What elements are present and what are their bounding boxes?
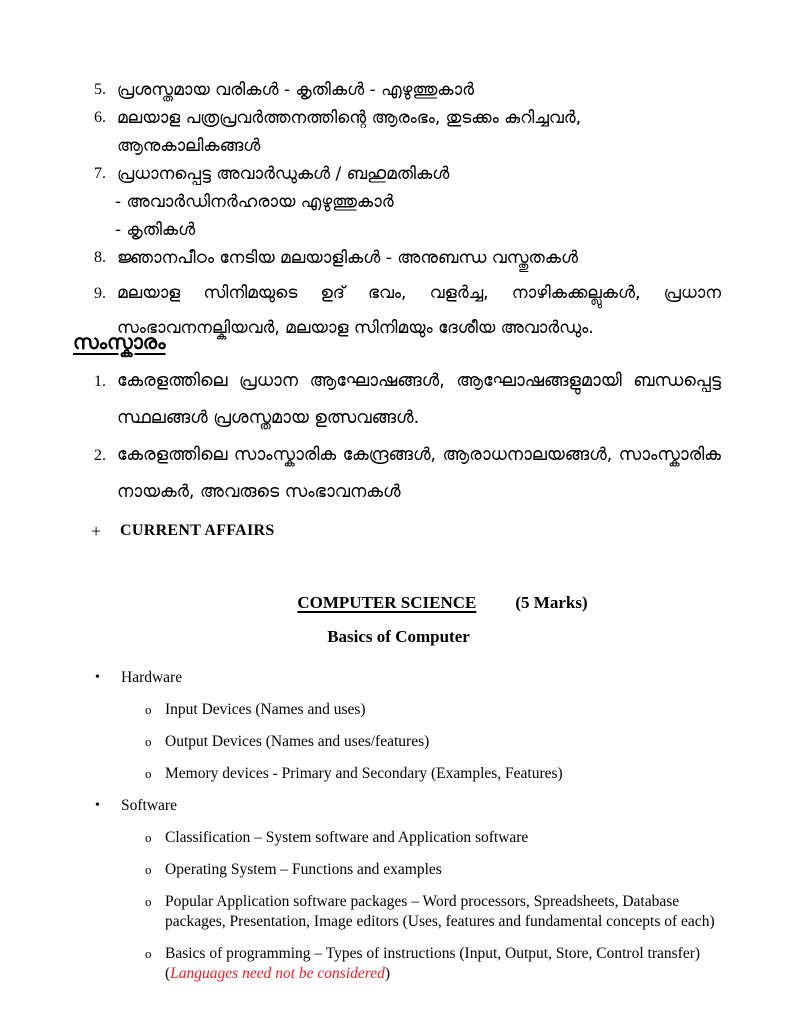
sub-list-item bbox=[145, 732, 721, 752]
item-text: മലയാള പത്രപ്രവർത്തനത്തിന്റെ ആരംഭം, തുടക്കം കുറിച്ചവർ, ആനുകാലികങ്ങൾ bbox=[117, 108, 582, 156]
circle-bullet-icon: o bbox=[145, 946, 152, 961]
item-number: 2. bbox=[94, 447, 106, 464]
list-item-5 bbox=[94, 76, 721, 104]
item-text: പ്രശസ്തമായ വരികൾ - കൃതികൾ - എഴുത്തുകാർ bbox=[117, 80, 474, 100]
marks-label: (5 Marks) bbox=[515, 593, 588, 612]
circle-bullet-icon: o bbox=[145, 734, 152, 749]
sub-list-item bbox=[145, 700, 721, 720]
circle-bullet-icon: o bbox=[145, 766, 152, 781]
list-item-1 bbox=[94, 363, 721, 437]
bullet-label: Software bbox=[121, 797, 177, 814]
bullet-label: Hardware bbox=[121, 669, 183, 686]
circle-bullet-icon: o bbox=[145, 702, 152, 717]
current-affairs-label: CURRENT AFFAIRS bbox=[120, 522, 275, 539]
plus-marker: + bbox=[91, 521, 102, 541]
sub-item-text: Memory devices - Primary and Secondary (Examples, Features) bbox=[165, 765, 563, 782]
bullet-icon: • bbox=[95, 798, 100, 813]
item-number: 1. bbox=[94, 373, 106, 390]
item-text: മലയാള സിനിമയുടെ ഉദ് ഭവം, വളർച്ച, നാഴികക്കല്ലുകൾ, പ്രധാന സംഭാവനനല്കിയവർ, മലയാള സിനിമയും ദേശീയ അവാർഡും. bbox=[117, 283, 721, 338]
item-number: 9. bbox=[94, 285, 106, 302]
list-item-6 bbox=[94, 104, 721, 160]
circle-bullet-icon: o bbox=[145, 830, 152, 845]
dash-sub-item: - കൃതികൾ bbox=[115, 220, 196, 240]
computer-science-title: COMPUTER SCIENCE bbox=[297, 593, 477, 612]
item-number: 7. bbox=[94, 165, 106, 182]
item-number: 5. bbox=[94, 81, 106, 98]
note-paren-open: ( bbox=[165, 965, 171, 982]
languages-note-red-text: Languages need not be considered bbox=[170, 965, 385, 982]
current-affairs-row bbox=[91, 518, 721, 544]
list-item-7 bbox=[94, 160, 721, 188]
hardware-bullet-item bbox=[94, 668, 721, 688]
item-number: 6. bbox=[94, 109, 106, 126]
sub-list-item bbox=[145, 944, 721, 984]
sub-item-text bbox=[165, 944, 721, 984]
basics-programming-text: Basics of programming – Types of instructions (Input, Output, Store, Control transfer) bbox=[165, 945, 701, 962]
sub-item-text: Output Devices (Names and uses/features) bbox=[165, 733, 430, 750]
item-text: കേരളത്തിലെ പ്രധാന ആഘോഷങ്ങൾ, ആഘോഷങ്ങളുമായി ബന്ധപ്പെട്ട സ്ഥലങ്ങൾ പ്രശസ്തമായ ഉത്സവങ്ങൾ. bbox=[117, 371, 721, 428]
malayalam-topic-list bbox=[94, 76, 721, 346]
sub-item-text: Popular Application software packages – Word processors, Spreadsheets, Database packages, Presentation, Image editors (Uses, features and fundamental concepts of each) bbox=[165, 893, 715, 930]
list-item-2 bbox=[94, 437, 721, 511]
item-text: ജ്ഞാനപീഠം നേടിയ മലയാളികൾ - അനുബന്ധ വസ്തുതകൾ bbox=[117, 248, 579, 268]
item-text: പ്രധാനപ്പെട്ട അവാർഡുകൾ / ബഹുമതികൾ bbox=[117, 164, 450, 184]
sub-item-text: Operating System – Functions and examples bbox=[165, 861, 442, 878]
sub-item-text: Input Devices (Names and uses) bbox=[165, 701, 366, 718]
item-number: 8. bbox=[94, 249, 106, 266]
computer-science-heading-row bbox=[129, 592, 756, 614]
list-item-8 bbox=[94, 244, 721, 272]
note-paren-close: ) bbox=[384, 965, 391, 982]
culture-section bbox=[73, 330, 721, 544]
culture-heading: സംസ്കാരം bbox=[73, 330, 166, 354]
circle-bullet-icon: o bbox=[145, 894, 152, 909]
sub-list-item bbox=[145, 860, 721, 880]
dash-sub-item: - അവാർഡിനർഹരായ എഴുത്തുകാർ bbox=[115, 192, 394, 212]
sub-list-item bbox=[145, 892, 721, 932]
computer-science-section bbox=[94, 592, 721, 984]
bullet-icon: • bbox=[95, 670, 100, 685]
circle-bullet-icon: o bbox=[145, 862, 152, 877]
basics-of-computer-subtitle: Basics of Computer bbox=[327, 627, 470, 646]
item-text: കേരളത്തിലെ സാംസ്കാരിക കേന്ദ്രങ്ങൾ, ആരാധനാലയങ്ങൾ, സാംസ്കാരിക നായകർ, അവരുടെ സംഭാവനകൾ bbox=[117, 445, 721, 502]
software-bullet-item bbox=[94, 796, 721, 816]
sub-list-item bbox=[145, 764, 721, 784]
sub-list-item bbox=[145, 828, 721, 848]
sub-item-text: Classification – System software and Application software bbox=[165, 829, 529, 846]
